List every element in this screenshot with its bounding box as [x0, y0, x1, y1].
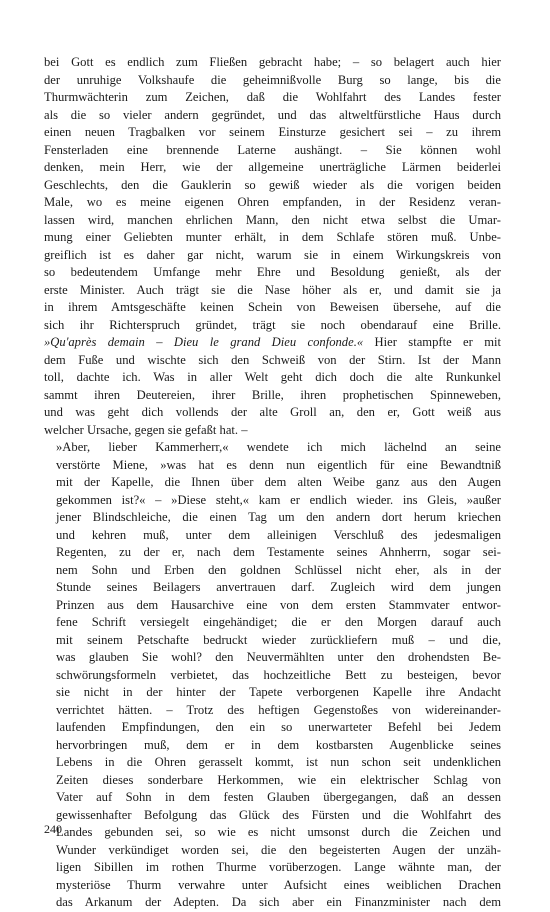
text-line: der unruhige Volkshaufe die geheimnißvolle Burg so lange, bis die	[44, 72, 501, 87]
text-line: Regenten, zu der er, nach dem Testamente seines Ahnherrn, sogar sei-	[56, 545, 501, 559]
text-line: Vater auf Sohn in dem festen Glauben übergegangen, daß an dessen	[56, 790, 501, 804]
paragraph-1	[44, 54, 501, 439]
text-line: nem Sohn und Erben den goldnen Schlüssel nicht eher, als in der	[56, 562, 501, 577]
french-quote: »Qu'après demain – Dieu le grand Dieu confonde.«	[44, 335, 364, 349]
text-line: Wunder verkündiget worden sei, die den begeisterten Augen der unzäh-	[56, 842, 501, 857]
text-line: ligen Sibillen im rothen Thurme vorüberzogen. Lange wähnte man, der	[56, 860, 501, 874]
paragraph-2	[44, 439, 501, 912]
text-line: Prinzen aus dem Hausarchive eine von dem ersten Stammvater entwor-	[56, 597, 501, 612]
text-line: als die so vieler andern gegründet, und das altweltfürstliche Haus durch	[44, 107, 501, 122]
text-line: so bedeutendem Umfange mehr Ehre und Besoldung genießt, als der	[44, 265, 501, 279]
text-line: lassen wird, manchen ehrlichen Mann, den nicht etwa selbst die Umar-	[44, 212, 501, 227]
text-line: bei Gott es endlich zum Fließen gebracht habe; – so belagert auch hier	[44, 55, 501, 69]
text-line: fene Schrift versiegelt eingehändiget; die er den Morgen darauf auch	[56, 615, 501, 629]
text-line: sie nicht in der hinter der Tapete verborgenen Kapelle ihre Andacht	[56, 685, 501, 699]
text-line: greiflich ist es daher gar nicht, warum sie in einem Wirkungskreis von	[44, 247, 501, 262]
text-line: »Aber, lieber Kammerherr,« wendete ich mich lächelnd an seine	[56, 440, 501, 454]
text-line: sammt ihren Deutereien, ihrer Brille, ihren prophetischen Spinneweben,	[44, 387, 501, 402]
text-line: was glauben Sie wohl? den Neuvermählten unter den drohendsten Be-	[56, 650, 501, 664]
text-line: Thurmwächterin zum Zeichen, daß die Wohlfahrt des Landes fester	[44, 90, 501, 104]
text-line: sich ihr Richterspruch gründet, trägt sie noch obendarauf eine Brille.	[44, 317, 501, 332]
text-line: einen neuen Tragbalken vor seinem Einsturze gesichert sei – zu ihrem	[44, 125, 501, 139]
text-line: welcher Ursache, gegen sie gefaßt hat. –	[44, 422, 248, 437]
text-line: Lebens in die Ohren gerasselt kommt, ist nun schon seit undenklichen	[56, 755, 501, 769]
text-line: denken, mein Herr, wie der allgemeine unerträgliche Lärmen beiderlei	[44, 160, 501, 174]
text-line: Stunde seines Beilagers anvertrauen darf. Zugleich wird dem jungen	[56, 580, 501, 594]
text-line: Male, wo es meine eigenen Ohren empfanden, in der Residenz veran-	[44, 195, 501, 209]
text-line: verstörte Miene, »was hat es denn nun eigentlich für eine Bewandtniß	[56, 457, 501, 472]
text-line: das Arkanum der Adepten. Da sich aber ein Finanzminister nach dem	[56, 895, 501, 909]
text-line: jener Blindschleiche, die einen Tag um den andern dort herum kriechen	[56, 510, 501, 524]
text-line: Fensterladen eine brennende Laterne aushängt. – Sie können wohl	[44, 142, 501, 157]
text-line: Zeiten dieses sonderbare Herkommen, wie ein elektrischer Schlag von	[56, 772, 501, 787]
french-quote-tail: Hier stampfte er mit	[363, 335, 501, 349]
text-line: Landes gebunden sei, so wie es nicht umsonst durch die Zeichen und	[56, 825, 501, 839]
text-line: mit der Kapelle, die Ihnen über dem alten Weibe ganz aus den Augen	[56, 475, 501, 489]
text-line: laufenden Empfindungen, den ein so unerwarteter Befehl bei Jedem	[56, 720, 501, 734]
text-line: schwörungsformeln verbietet, das hochzeitliche Bett zu besteigen, bevor	[56, 667, 501, 682]
text-line: mit seinem Petschafte bedruckt wieder zurückliefern muß – und die,	[56, 632, 501, 647]
text-line: dem Fuße und wischte sich den Schweiß von der Stirn. Ist der Mann	[44, 352, 501, 367]
text-line: und kehren muß, unter dem alleinigen Verschluß des jedesmaligen	[56, 527, 501, 542]
text-line: mysteriöse Thurm verwahre unter Aufsicht eines weiblichen Drachen	[56, 877, 501, 892]
text-line: gekommen ist?« – »Diese steht,« kam er endlich wieder. ins Gleis, »außer	[56, 492, 501, 507]
text-line: mung einer Geliebten munter erhält, in dem Schlafe stören muß. Unbe-	[44, 230, 501, 244]
text-line: hervorbringen muß, dem er in dem kostbarsten Augenblicke seines	[56, 737, 501, 752]
text-line: in ihrem Amtsgeschäfte keinen Schein von Beweisen übersehe, auf die	[44, 300, 501, 314]
text-line-french-quote	[44, 334, 501, 352]
text-line: toll, dachte ich. Was in aller Welt geht dich doch die alte Runkunkel	[44, 370, 501, 384]
document-page-body	[44, 54, 501, 912]
page-number: 240	[44, 822, 62, 836]
text-line: Geschlechts, den die Gauklerin so gewiß wieder als die vorigen beiden	[44, 177, 501, 192]
text-line: erste Minister. Auch trägt sie die Nase höher als er, und damit sie ja	[44, 282, 501, 297]
text-line: verrichtet hätten. – Trotz des heftigen Gegenstoßes von widereinander-	[56, 702, 501, 717]
text-line: und was geht dich vollends der alte Groll an, den er, Gott weiß aus	[44, 405, 501, 419]
text-line: gewissenhafter Befolgung das Glück des Fürsten und die Wohlfahrt des	[56, 807, 501, 822]
